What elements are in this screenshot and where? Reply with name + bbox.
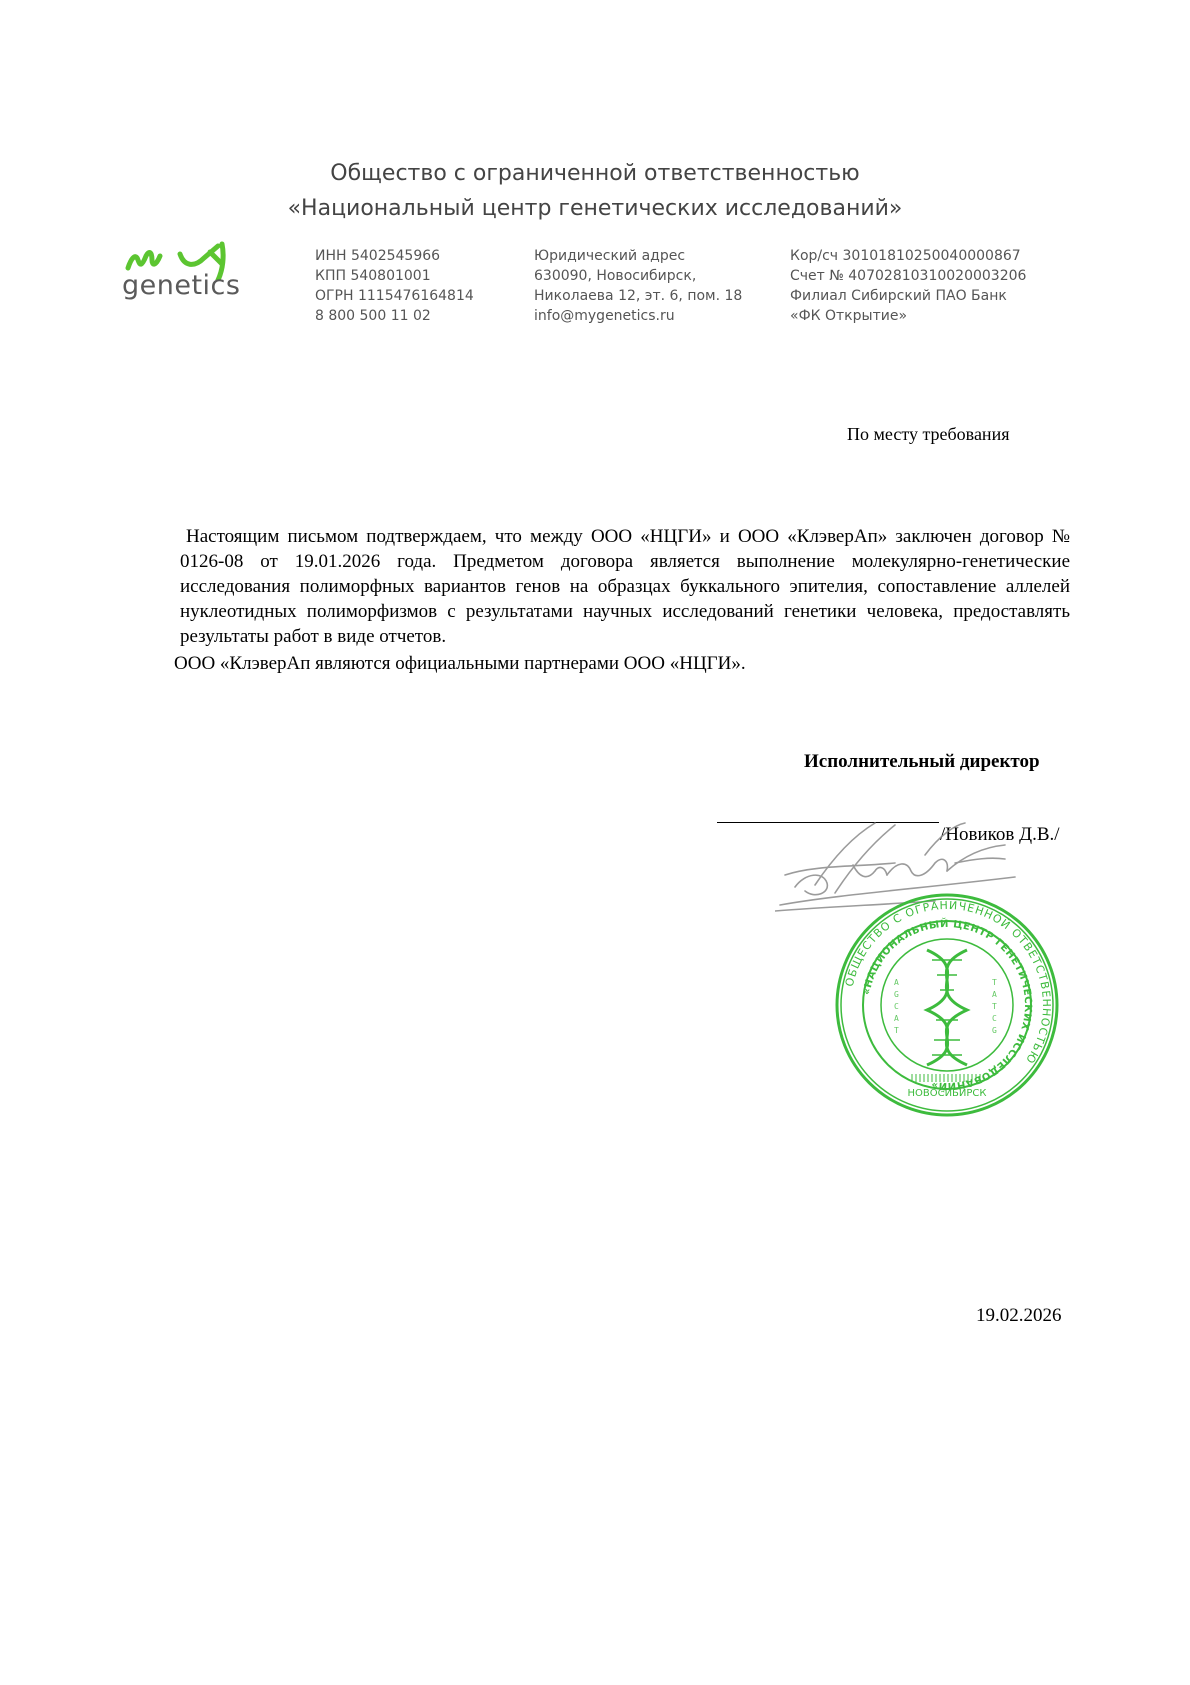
svg-text:A: A [894, 978, 899, 987]
company-stamp [832, 890, 1062, 1120]
letter-date: 19.02.2026 [976, 1305, 1062, 1326]
letter-body [174, 524, 1070, 676]
signatory-position: Исполнительный директор [804, 751, 1040, 772]
requisite-bank-name: «ФК Открытие» [790, 308, 908, 324]
signatory-name: /Новиков Д.В./ [940, 824, 1060, 845]
body-paragraph-2: ООО «КлэверАп являются официальными партнерами ООО «НЦГИ». [174, 653, 746, 674]
stamp-outer-text: ОБЩЕСТВО С ОГРАНИЧЕННОЙ ОТВЕТСТВЕННОСТЬЮ [842, 898, 1054, 1067]
requisite-account: Счет № 40702810310020003206 [790, 268, 1027, 284]
requisite-address-label: Юридический адрес [534, 248, 686, 264]
stamp-city: НОВОСИБИРСК [907, 1088, 987, 1099]
org-name-line1: Общество с ограниченной ответственностью [330, 161, 860, 186]
svg-text:G: G [992, 1026, 997, 1035]
requisite-corr-account: Кор/сч 30101810250040000867 [790, 248, 1021, 264]
svg-text:C: C [992, 1014, 997, 1023]
requisite-ogrn: ОГРН 1115476164814 [315, 288, 474, 304]
requisite-bank: Филиал Сибирский ПАО Банк [790, 288, 1007, 304]
svg-text:G: G [894, 990, 899, 999]
requisites-column-1 [315, 246, 474, 326]
dna-helix-icon [927, 950, 967, 1065]
svg-text:T: T [894, 1026, 899, 1035]
requisite-kpp: КПП 540801001 [315, 268, 431, 284]
logo-text: genetics [122, 270, 241, 301]
svg-text:T: T [992, 1002, 997, 1011]
svg-text:A: A [894, 1014, 899, 1023]
stamp-inner-text: «НАЦИОНАЛЬНЫЙ ЦЕНТР ГЕНЕТИЧЕСКИХ ИССЛЕДОВАНИЙ» [861, 918, 1034, 1092]
requisite-email: info@mygenetics.ru [534, 308, 675, 324]
body-paragraph-1: Настоящим письмом подтверждаем, что между ООО «НЦГИ» и ООО «КлэверАп» заключен договор № 0126-08 от 19.01.2026 года. Предметом договора является выполнение молекулярно-генетические исследования полиморфных вариантов генов на образцах буккального эпителия, сопоставление аллелей нуклеотидных полиморфизмов с результатами научных исследований генетики человека, предоставлять результаты работ в виде отчетов. [180, 526, 1070, 647]
requisites-column-2 [534, 246, 742, 326]
requisite-inn: ИНН 5402545966 [315, 248, 441, 264]
svg-text:A: A [992, 990, 997, 999]
svg-text:T: T [992, 978, 997, 987]
svg-text:C: C [894, 1002, 899, 1011]
requisite-phone: 8 800 500 11 02 [315, 308, 431, 324]
recipient: По месту требования [847, 424, 1010, 444]
requisites-column-3 [790, 246, 1026, 326]
svg-text:«НАЦИОНАЛЬНЫЙ ЦЕНТР ГЕНЕТИЧЕСК [862, 917, 1033, 1093]
org-name-line2: «Национальный центр генетических исследований» [287, 196, 903, 221]
mygenetics-logo [118, 244, 268, 314]
requisite-address-street: Николаева 12, эт. 6, пом. 18 [534, 288, 743, 304]
requisite-address-city: 630090, Новосибирск, [534, 268, 697, 284]
